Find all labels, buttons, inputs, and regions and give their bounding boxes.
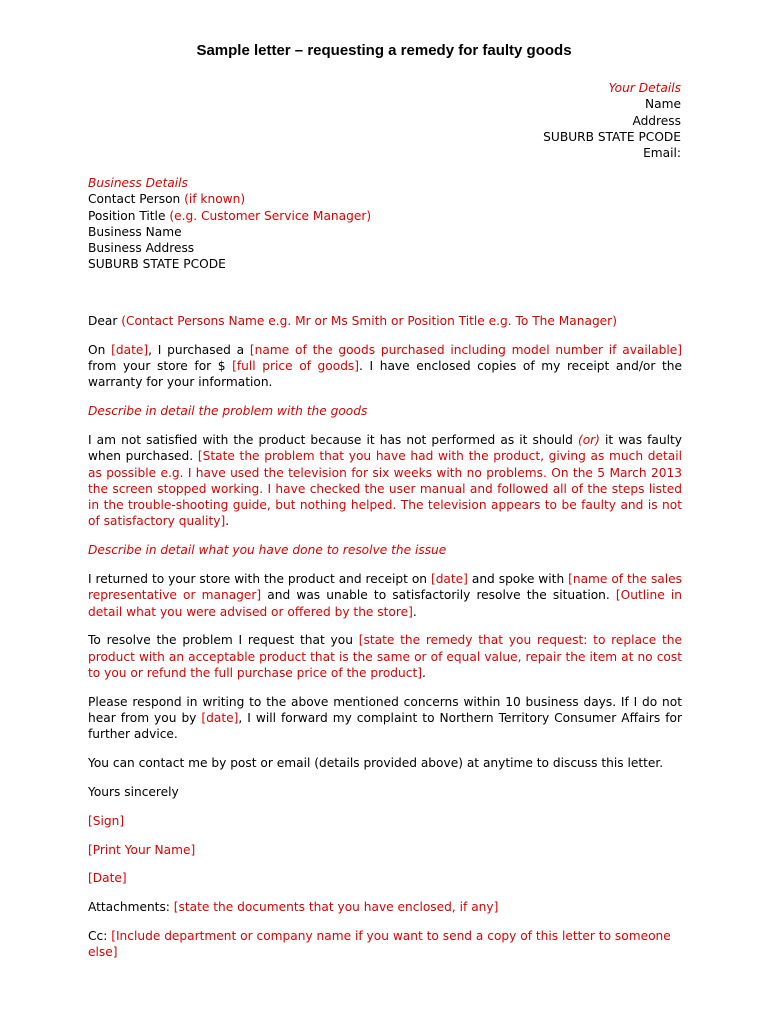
page-title: Sample letter – requesting a remedy for faulty goods — [196, 42, 572, 59]
remedy-placeholder: [state the remedy that you request: to replace the product with an acceptable product that is the same or of equal value, repair the item at no cost to you or refund the full purchase price of the product] — [88, 633, 682, 681]
sender-suburb: SUBURB STATE PCODE — [543, 129, 681, 144]
text: and spoke with — [467, 572, 569, 587]
text: On — [88, 342, 112, 357]
text: and was unable to satisfactorily resolve the situation. — [261, 588, 616, 603]
outline-placeholder: [Outline in detail what you were advised or offered by the store] — [88, 588, 682, 619]
business-suburb: SUBURB STATE PCODE — [88, 257, 226, 272]
closing: Yours sincerely — [88, 785, 179, 800]
text: it was faulty when purchased. — [88, 432, 682, 464]
sender-name: Name — [645, 97, 681, 112]
position-hint: (e.g. Customer Service Manager) — [169, 208, 372, 223]
date-placeholder: [date] — [111, 342, 149, 357]
text: Please respond in writing to the above mentioned concerns within 10 business days. If I do not hear from you by — [88, 694, 682, 726]
representative-placeholder: [name of the sales representative or manager] — [88, 572, 682, 603]
or-placeholder: (or) — [577, 432, 600, 447]
dear-text: Dear — [88, 314, 122, 328]
contact-hint: (if known) — [184, 192, 246, 207]
business-heading: Business Details — [88, 176, 188, 190]
paragraph-purchase — [88, 342, 682, 391]
sender-address: Address — [632, 113, 681, 128]
business-contact — [88, 191, 371, 207]
attachments-label: Attachments: — [88, 900, 174, 915]
price-placeholder: [full price of goods] — [232, 359, 360, 374]
text: I returned to your store with the product and receipt on — [88, 572, 431, 587]
date-placeholder-footer: [Date] — [88, 871, 127, 886]
text: . I have enclosed copies of my receipt and/or the warranty for your information. — [88, 359, 682, 390]
sender-email: Email: — [643, 146, 681, 161]
sender-details — [543, 80, 681, 161]
text: . — [225, 514, 230, 529]
text: . — [412, 604, 417, 619]
section-heading-resolve: Describe in detail what you have done to resolve the issue — [88, 543, 447, 558]
paragraph-respond — [88, 694, 682, 743]
paragraph-problem — [88, 432, 682, 530]
cc-placeholder: [Include department or company name if you want to send a copy of this letter to someone else] — [88, 929, 671, 960]
business-position — [88, 208, 371, 224]
business-name: Business Name — [88, 224, 182, 239]
contact-label: Contact Person — [88, 192, 185, 207]
goods-placeholder: [name of the goods purchased including model number if available] — [249, 342, 682, 357]
paragraph-remedy — [88, 632, 682, 681]
attachments-placeholder: [state the documents that you have enclosed, if any] — [173, 900, 499, 915]
dear-hint: (Contact Persons Name e.g. Mr or Ms Smith or Position Title e.g. To The Manager) — [121, 314, 617, 328]
letter-body — [88, 313, 682, 973]
section-heading-problem: Describe in detail the problem with the goods — [88, 404, 368, 419]
text: from your store for $ — [88, 359, 233, 374]
text: . — [422, 666, 426, 681]
print-name-placeholder: [Print Your Name] — [88, 842, 196, 857]
cc-label: Cc: — [88, 929, 112, 944]
problem-placeholder: [State the problem that you have had with the product, giving as much detail as possible e.g. I have used the television for six weeks with no problems. On the 5 March 2013 the screen stopped working. I have checked the user manual and followed all of the steps listed in the trouble-shooting guide, but nothing helped. The television appears to be faulty and is not of satisfactory quality] — [88, 449, 683, 529]
date-placeholder: [date] — [201, 711, 239, 726]
sign-placeholder: [Sign] — [88, 813, 125, 828]
business-details — [88, 175, 371, 273]
date-placeholder: [date] — [430, 572, 468, 587]
business-address: Business Address — [88, 241, 195, 256]
position-label: Position Title — [88, 208, 170, 223]
sender-heading: Your Details — [608, 81, 681, 95]
cc-line — [88, 928, 682, 961]
salutation — [88, 313, 682, 329]
text: , I will forward my complaint to Northern Territory Consumer Affairs for further advice. — [88, 711, 683, 742]
paragraph-returned — [88, 571, 682, 620]
text: To resolve the problem I request that you — [88, 633, 359, 648]
text: I am not satisfied with the product because it has not performed as it should — [88, 432, 578, 447]
paragraph-contact: You can contact me by post or email (details provided above) at anytime to discuss this letter. — [88, 756, 664, 771]
attachments-line — [88, 899, 682, 915]
text: , I purchased a — [148, 342, 250, 357]
